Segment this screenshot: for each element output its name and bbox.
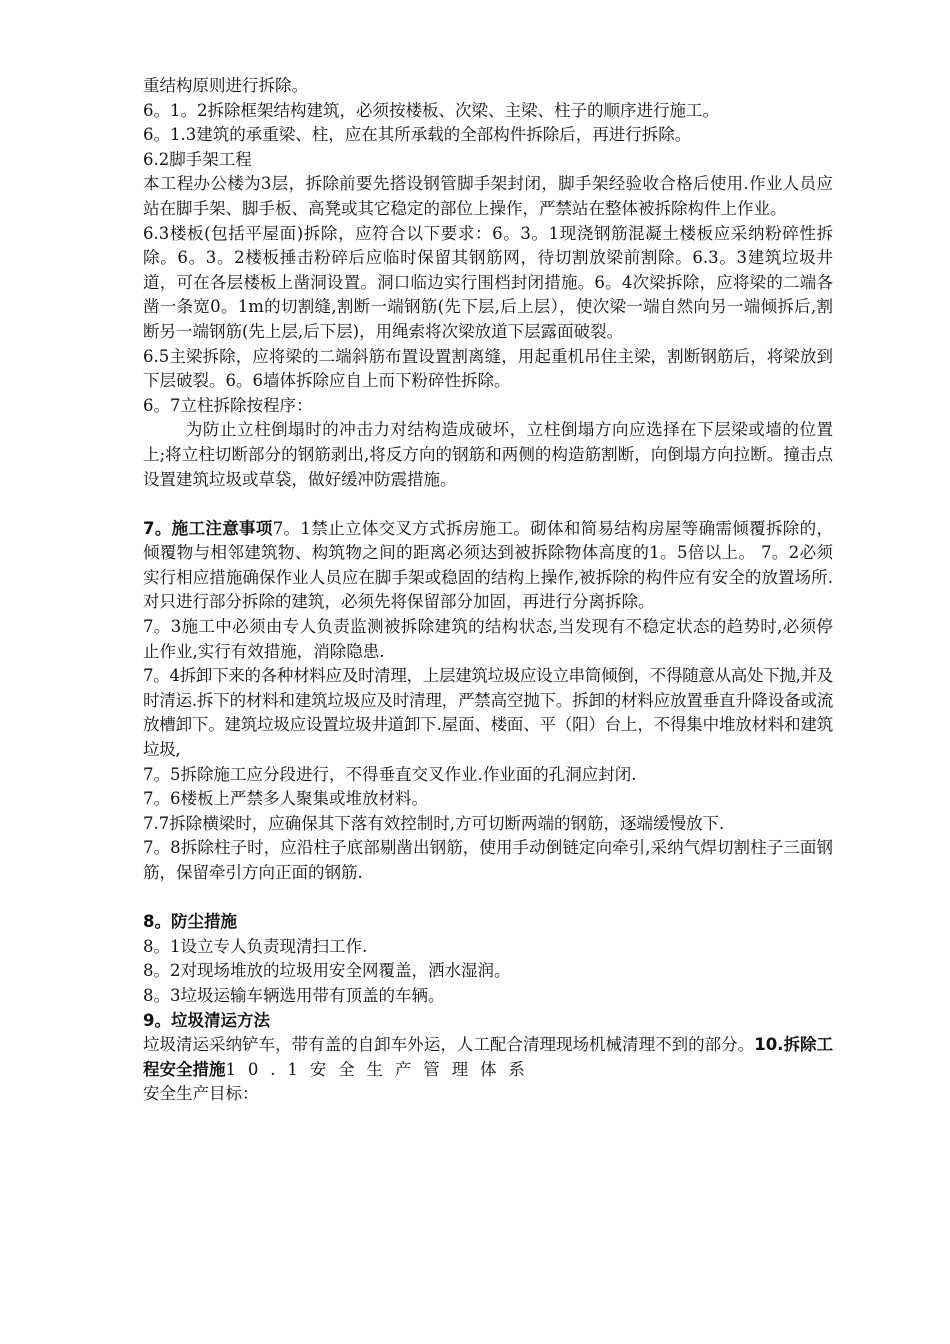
paragraph	[143, 517, 833, 615]
section-heading-7: 7。施工注意事项	[143, 518, 273, 538]
paragraph: 7。4拆卸下来的各种材料应及时清理，上层建筑垃圾应设立串筒倾倒，不得随意从高处下抛,并及时清运.拆下的材料和建筑垃圾应及时清理，严禁高空抛下。拆卸的材料应放置垂直升降设备或流放槽卸下。建筑垃圾应设置垃圾井道卸下.屋面、楼面、平（阳）台上，不得集中堆放材料和建筑垃圾,	[143, 666, 833, 760]
text-line: 安全生产目标：	[143, 1084, 259, 1104]
paragraph-text: 7。1禁止立体交叉方式拆房施工。砌体和简易结构房屋等确需倾覆拆除的，倾覆物与相邻建筑物、构筑物之间的距离必须达到被拆除物体高度的1。5倍以上。 7。2必须实行相应措施确保作业人员应在脚手架或稳固的结构上操作,被拆除的构件应有安全的放置场所.对只进行部分拆除的建筑，必须先将保留部分加固，再进行分离拆除。	[143, 518, 833, 612]
paragraph: 7.7拆除横梁时，应确保其下落有效控制时,方可切断两端的钢筋，逐端缓慢放下.	[143, 813, 725, 833]
text-line: 8。3垃圾运输车辆选用带有顶盖的车辆。	[143, 985, 445, 1005]
section-heading-6-2: 6.2脚手架工程	[143, 149, 252, 169]
text-line: 8。2对现场堆放的垃圾用安全网覆盖，洒水湿润。	[143, 961, 511, 981]
section-heading-8: 8。防尘措施	[143, 912, 237, 932]
text-line: 6。1.3建筑的承重梁、柱，应在其所承载的全部构件拆除后，再进行拆除。	[143, 125, 692, 145]
paragraph	[143, 1033, 833, 1082]
blank-line	[143, 492, 833, 517]
paragraph: 为防止立柱倒塌时的冲击力对结构造成破坏，立柱倒塌方向应选择在下层梁或墙的位置上;将立柱切断部分的钢筋剥出,将反方向的钢筋和两侧的构造筋割断，向倒塌方向拉断。撞击点设置建筑垃圾或草袋，做好缓冲防震措施。	[143, 420, 833, 489]
text-line: 7。6楼板上严禁多人聚集或堆放材料。	[143, 789, 428, 809]
section-heading-10: 10.拆除工程安全措施	[143, 1035, 834, 1079]
paragraph: 7。3施工中必须由专人负责监测被拆除建筑的结构状态,当发现有不稳定状态的趋势时,必须停止作业,实行有效措施，消除隐患.	[143, 617, 833, 661]
section-heading-9: 9。垃圾清运方法	[143, 1010, 270, 1030]
blank-line	[143, 886, 833, 911]
text-line: 重结构原则进行拆除。	[143, 76, 308, 95]
text-line: 6。7立柱拆除按程序：	[143, 395, 313, 415]
subsection-10-1: 10.1安全生产管理体系	[225, 1059, 537, 1079]
document-page	[143, 74, 833, 1107]
paragraph: 6.3楼板(包括平屋面)拆除，应符合以下要求：6。3。1现浇钢筋混凝土楼板应采纳粉碎性拆除。6。3。2楼板捶击粉碎后应临时保留其钢筋网，待切割放梁前割除。6.3。3建筑垃圾井道，可在各层楼板上凿洞设置。洞口临边实行围档封闭措施。6。4次梁拆除，应将梁的二端各凿一条宽0。1m的切割缝,割断一端钢筋(先下层,后上层），使次梁一端自然向另一端倾拆后,割断另一端钢筋(先上层,后下层)，用绳索将次梁放道下层露面破裂。	[143, 223, 833, 341]
paragraph: 本工程办公楼为3层，拆除前要先搭设钢管脚手架封闭，脚手架经验收合格后使用.作业人员应站在脚手架、脚手板、高凳或其它稳定的部位上操作，严禁站在整体被拆除构件上作业。	[143, 174, 833, 218]
paragraph: 6.5主梁拆除，应将梁的二端斜筋布置设置割离缝，用起重机吊住主梁，割断钢筋后，将梁放到下层破裂。6。6墙体拆除应自上而下粉碎性拆除。	[143, 346, 833, 391]
paragraph-text: 垃圾清运采纳铲车，带有盖的自卸车外运，人工配合清理现场机械清理不到的部分。	[143, 1035, 755, 1055]
text-line: 6。1。2拆除框架结构建筑，必须按楼板、次梁、主梁、柱子的顺序进行施工。	[143, 100, 719, 120]
text-line: 8。1设立专人负责现清扫工作.	[143, 936, 368, 956]
text-line: 7。5拆除施工应分段进行，不得垂直交叉作业.作业面的孔洞应封闭.	[143, 764, 637, 784]
paragraph: 7。8拆除柱子时，应沿柱子底部剔凿出钢筋，使用手动倒链定向牵引,采纳气焊切割柱子三面钢筋，保留牵引方向正面的钢筋.	[143, 838, 833, 882]
